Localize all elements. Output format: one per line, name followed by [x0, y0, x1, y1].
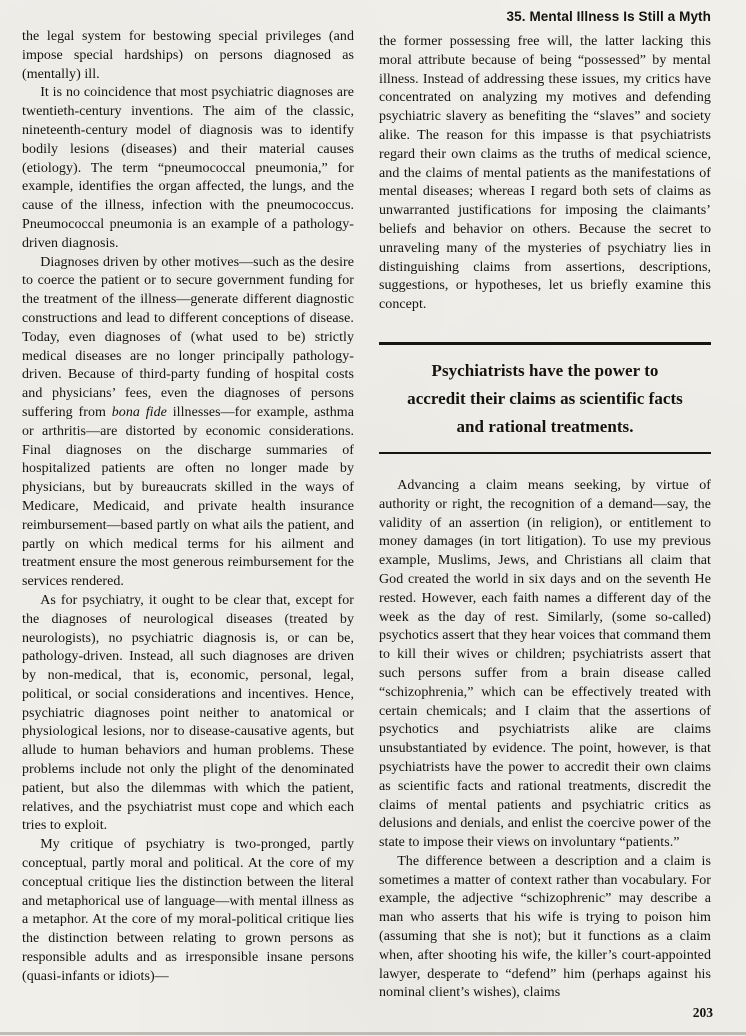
pull-quote-text: Psychiatrists have the power to accredit their claims as scientific facts and rational treatments.	[407, 360, 683, 436]
paragraph-text: Diagnoses driven by other motives—such as the desire to coerce the patient or to secure government funding for the treatment of the illness—generate different diagnostic constructions and lead to different conceptions of disease. Today, even diagnoses of (what used to be) strictly medical diseases are no longer principally pathology-driven. Because of third-party funding of hospital costs and physicians’ fees, even the diagnoses of persons suffering from	[22, 254, 354, 420]
paragraph: As for psychiatry, it ought to be clear that, except for the diagnoses of neurological diseases (treated by neurologists), no psychiatric diagnosis is, or can be, pathology-driven. Instead, all such diagnoses are driven by non-medical, that is, economic, personal, legal, political, or social considerations and incentives. Hence, psychiatric diagnoses point neither to anatomical or physiological lesions, nor to disease-causative agents, but allude to human behaviors and human problems. These problems include not only the plight of the denominated patient, but also the dilemmas with which the patient, relatives, and the psychiatrist must cope and which each tries to exploit.	[22, 592, 354, 834]
paragraph-continuation: the legal system for bestowing special privileges (and impose special hardships) on persons diagnosed as (mentally) ill.	[22, 29, 354, 82]
pull-quote	[379, 342, 711, 454]
italic-phrase: bona fide	[111, 404, 167, 420]
paragraph: My critique of psychiatry is two-pronged, partly conceptual, partly moral and political. At the core of my conceptual critique lies the distinction between the literal and metaphorical use of language—with mental illness as a metaphor. At the core of my moral-political critique lies the distinction between relating to grown persons as responsible adults and as irresponsible insane persons (quasi-infants or idiots)—	[22, 837, 354, 984]
scan-edge	[0, 1032, 746, 1035]
divider-bottom	[379, 452, 711, 454]
paragraph-text: illnesses—for example, asthma or arthritis—are distorted by economic considerations. Final diagnoses on the discharge summaries of hospitalized patients are often no longer made by physicians, but by bureaucrats skilled in the ways of Medicare, Medicaid, and private health insurance reimbursement—based partly on what ails the patient, and partly on which medical terms for his ailment and treatment ensure the most generous reimbursement for the services rendered.	[22, 404, 354, 590]
paragraph-continuation: the former possessing free will, the latter lacking this moral attribute because of being “possessed” by mental illness. Instead of addressing these issues, my critics have concentrated on analyzing my motives and defending psychiatric slavery as benefiting the “slaves” and society alike. The reason for this impasse is that psychiatrists regard their own claims as the truths of medical science, and the claims of mental patients as the manifestations of mental diseases; whereas I regard both sets of claims as unwarranted justifications for imposing the claimants’ beliefs and behavior on others. Because the secret to unraveling many of the mysteries of psychiatry lies in distinguishing claims from assertions, descriptions, suggestions, or hypotheses, let us briefly examine this concept.	[379, 34, 711, 313]
running-head: 35. Mental Illness Is Still a Myth	[506, 9, 711, 24]
paragraph: The difference between a description and a claim is sometimes a matter of context rather than vocabulary. For example, the adjective “schizophrenic” may describe a man who asserts that his wife is trying to poison him (assuming that she is not); but it functions as a claim when, after shooting his wife, the killer’s court-appointed lawyer, desperate to “defend” him (perhaps against his nominal client’s wishes), claims	[379, 853, 711, 1001]
page-number: 203	[692, 1005, 713, 1020]
right-column	[379, 8, 711, 1003]
paragraph	[22, 254, 354, 592]
left-column	[22, 28, 354, 987]
paragraph: Advancing a claim means seeking, by virtue of authority or right, the recognition of a demand—say, the validity of an assertion (in religion), or entitlement to money damages (in tort litigation). To use my previous example, Muslims, Jews, and Christians all claim that God created the world in six days and on the seventh He rested. However, each faith names a different day of the week as the day of rest. Similarly, (some so-called) psychotics assert that they hear voices that command them to kill their wives or children; psychiatrists assert that such persons suffer from a brain disease called “schizophrenia,” which can be effectively treated with certain chemicals; and I claim that the assertions of psychotics and psychiatrists alike are claims unsubstantiated by evidence. The point, however, is that psychiatrists have the power to accredit their own claims as scientific facts and rational treatments, discredit the claims of mental patients and psychiatric critics as delusions and denials, and enlist the coercive power of the state to impose their views on involuntary “patients.”	[379, 477, 711, 851]
paragraph: It is no coincidence that most psychiatric diagnoses are twentieth-century inventions. The aim of the classic, nineteenth-century model of diagnosis was to identify bodily lesions (diseases) and their material causes (etiology). The term “pneumococcal pneumonia,” for example, identifies the organ affected, the lungs, and the cause of the illness, infection with the pneumococcus. Pneumococcal pneumonia is an example of a pathology-driven diagnosis.	[22, 85, 354, 251]
